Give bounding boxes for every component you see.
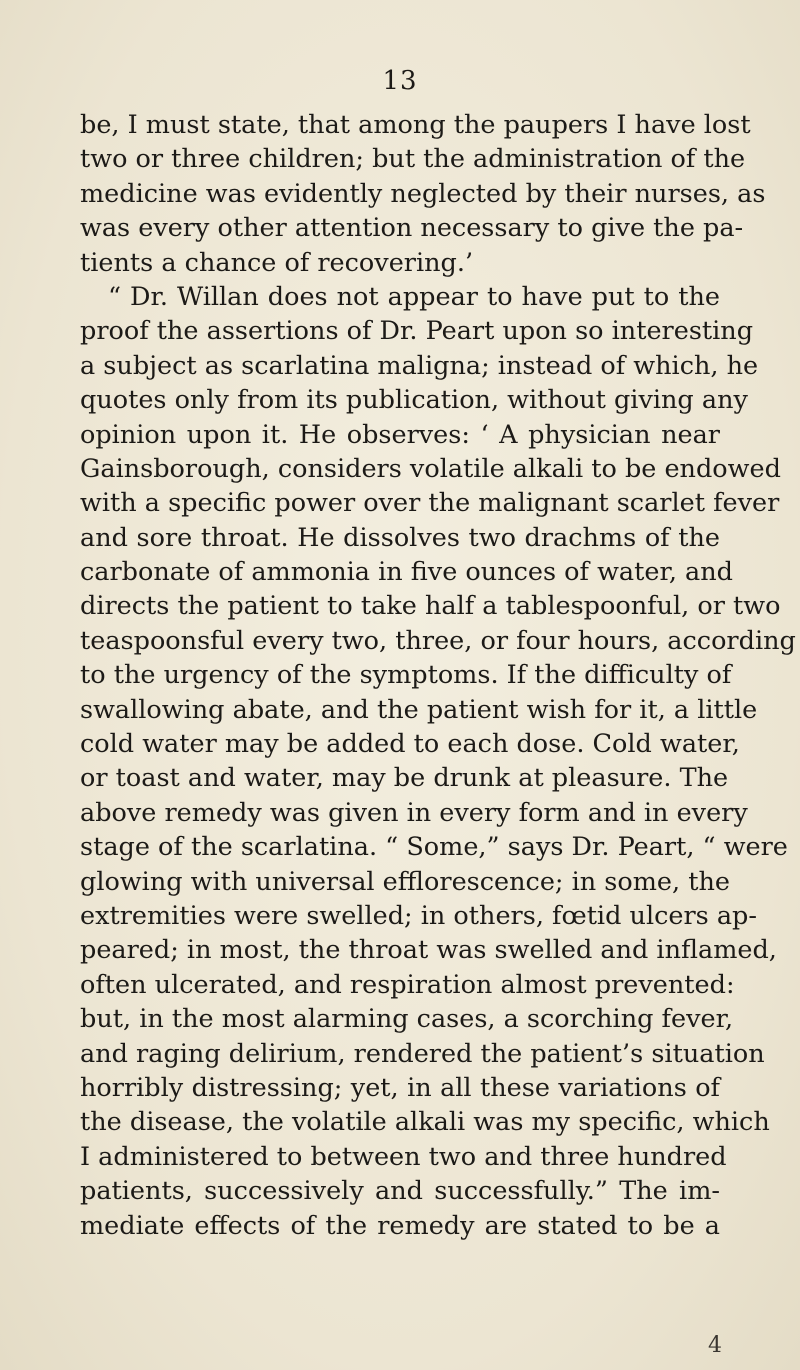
text-line: mediate effects of the remedy are stated to be a <box>80 1210 720 1241</box>
text-line: the disease, the volatile alkali was my specific, which <box>80 1107 770 1138</box>
text-line: extremities were swelled; in others, fœtid ulcers ap- <box>80 900 757 931</box>
text-line: proof the assertions of Dr. Peart upon so interesting <box>80 316 754 347</box>
text-line: horribly distressing; yet, in all these variations of <box>80 1072 720 1103</box>
text-line: and sore throat. He dissolves two drachms of the <box>80 522 720 553</box>
text-line: carbonate of ammonia in five ounces of water, and <box>80 557 733 588</box>
footer-mark: 4 <box>708 1333 722 1358</box>
text-line: two or three children; but the administration of the <box>80 144 746 175</box>
text-line: opinion upon it. He observes: ‘ A physician near <box>80 419 720 450</box>
body-text <box>80 108 796 1243</box>
text-line: stage of the scarlatina. “ Some,” says Dr. Peart, “ were <box>80 832 788 863</box>
text-line: be, I must state, that among the paupers I have lost <box>80 110 751 140</box>
text-line: above remedy was given in every form and in every <box>80 797 748 828</box>
text-line: a subject as scarlatina maligna; instead of which, he <box>80 350 759 381</box>
text-line: glowing with universal efflorescence; in some, the <box>80 866 730 897</box>
text-line: but, in the most alarming cases, a scorching fever, <box>80 1004 734 1035</box>
text-line: often ulcerated, and respiration almost prevented: <box>80 969 735 1000</box>
text-line: and raging delirium, rendered the patient’s situation <box>80 1038 765 1069</box>
text-line: “ Dr. Willan does not appear to have put to the <box>108 281 720 312</box>
page-number: 13 <box>382 66 418 96</box>
text-line: peared; in most, the throat was swelled and inflamed, <box>80 935 777 966</box>
text-line: or toast and water, may be drunk at pleasure. The <box>80 763 729 794</box>
text-line: directs the patient to take half a tablespoonful, or two <box>80 591 781 622</box>
text-line: patients, successively and successfully.” The im- <box>80 1176 720 1207</box>
text-line: to the urgency of the symptoms. If the difficulty of <box>80 660 732 691</box>
text-line: quotes only from its publication, without giving any <box>80 385 748 416</box>
text-line: Gainsborough, considers volatile alkali to be endowed <box>80 453 781 484</box>
text-line: swallowing abate, and the patient wish for it, a little <box>80 694 758 725</box>
text-line: medicine was evidently neglected by their nurses, as <box>80 178 766 209</box>
text-line: cold water may be added to each dose. Cold water, <box>80 729 740 760</box>
text-line: with a specific power over the malignant scarlet fever <box>80 488 780 519</box>
text-line: teaspoonsful every two, three, or four hours, according <box>80 625 796 656</box>
text-line: was every other attention necessary to give the pa- <box>80 213 744 244</box>
text-line: tients a chance of recovering.’ <box>80 247 474 278</box>
text-line: I administered to between two and three hundred <box>80 1141 727 1172</box>
